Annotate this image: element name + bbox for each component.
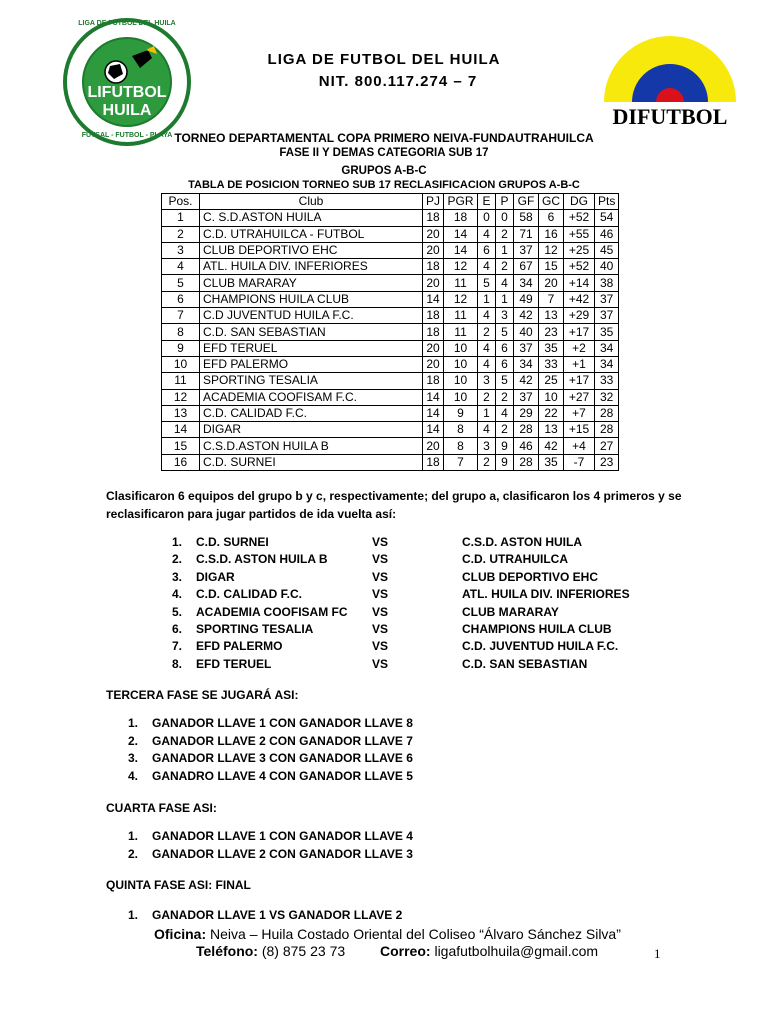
- table-cell: +52: [564, 210, 595, 226]
- table-cell: 2: [496, 226, 514, 242]
- table-cell: 9: [444, 405, 478, 421]
- table-cell: 5: [496, 373, 514, 389]
- phase-item-text: GANADOR LLAVE 2 CON GANADOR LLAVE 7: [152, 733, 413, 748]
- table-cell: 12: [444, 291, 478, 307]
- match-away-team: CLUB DEPORTIVO EHC: [462, 569, 599, 584]
- fifth-phase-title: QUINTA FASE ASI: FINAL: [106, 878, 251, 892]
- table-cell: SPORTING TESALIA: [200, 373, 423, 389]
- table-cell: 58: [514, 210, 539, 226]
- table-header-cell: PJ: [423, 194, 444, 210]
- phase-item-number: 2.: [128, 733, 139, 748]
- table-cell: 46: [595, 226, 619, 242]
- table-cell: 42: [539, 438, 564, 454]
- table-cell: 40: [514, 324, 539, 340]
- table-cell: 6: [496, 340, 514, 356]
- match-item: [172, 639, 632, 656]
- table-cell: 42: [514, 373, 539, 389]
- table-cell: 45: [595, 242, 619, 258]
- table-cell: 28: [595, 422, 619, 438]
- table-cell: CLUB DEPORTIVO EHC: [200, 242, 423, 258]
- table-cell: +4: [564, 438, 595, 454]
- table-cell: 9: [162, 340, 200, 356]
- table-cell: 18: [423, 454, 444, 470]
- match-home-team: C.D. CALIDAD F.C.: [196, 587, 302, 602]
- table-cell: 22: [539, 405, 564, 421]
- logo-line2: HUILA: [102, 102, 152, 119]
- table-row: [162, 242, 619, 258]
- tournament-line2: FASE II Y DEMAS CATEGORIA SUB 17: [279, 147, 489, 159]
- match-vs: VS: [372, 535, 389, 549]
- phase-item: [128, 734, 413, 748]
- table-cell: 18: [423, 210, 444, 226]
- table-cell: 10: [444, 356, 478, 372]
- table-cell: 4: [478, 226, 496, 242]
- league-title: LIGA DE FUTBOL DEL HUILA: [267, 51, 501, 68]
- match-item: [172, 605, 632, 622]
- difutbol-text: DIFUTBOL: [612, 104, 728, 129]
- match-away-team: C.D. SAN SEBASTIAN: [462, 656, 588, 671]
- phase-item-number: 3.: [128, 751, 139, 766]
- table-cell: 5: [478, 275, 496, 291]
- table-cell: 3: [478, 373, 496, 389]
- table-cell: 12: [539, 242, 564, 258]
- table-cell: 4: [478, 259, 496, 275]
- table-row: [162, 389, 619, 405]
- match-number: 7.: [172, 639, 183, 654]
- table-cell: 13: [539, 422, 564, 438]
- table-cell: CLUB MARARAY: [200, 275, 423, 291]
- table-cell: 3: [496, 308, 514, 324]
- phase-item: [128, 769, 413, 783]
- table-cell: 15: [539, 259, 564, 275]
- table-cell: 10: [444, 373, 478, 389]
- table-cell: 4: [478, 308, 496, 324]
- phase-item-text: GANADOR LLAVE 1 CON GANADOR LLAVE 4: [152, 829, 413, 843]
- match-item: [172, 570, 632, 587]
- match-away-team: C.D. UTRAHUILCA: [462, 552, 568, 567]
- table-cell: C.D JUVENTUD HUILA F.C.: [200, 308, 423, 324]
- table-cell: C.D. SURNEI: [200, 454, 423, 470]
- phone-label: Teléfono:: [196, 943, 258, 959]
- table-cell: 4: [478, 356, 496, 372]
- table-cell: +25: [564, 242, 595, 258]
- table-cell: 8: [444, 422, 478, 438]
- table-cell: 2: [496, 422, 514, 438]
- table-cell: 3: [162, 242, 200, 258]
- table-cell: +55: [564, 226, 595, 242]
- table-cell: C.D. SAN SEBASTIAN: [200, 324, 423, 340]
- table-cell: 35: [595, 324, 619, 340]
- tournament-line3: GRUPOS A-B-C: [341, 165, 427, 177]
- table-cell: 37: [514, 340, 539, 356]
- table-cell: 7: [444, 454, 478, 470]
- match-home-team: DIGAR: [196, 569, 235, 584]
- match-item: [172, 622, 632, 639]
- table-row: [162, 324, 619, 340]
- table-cell: +29: [564, 308, 595, 324]
- table-cell: +7: [564, 405, 595, 421]
- table-cell: 20: [423, 226, 444, 242]
- table-cell: 34: [595, 340, 619, 356]
- table-header-row: [162, 194, 619, 210]
- table-cell: 49: [514, 291, 539, 307]
- table-cell: 18: [423, 373, 444, 389]
- table-header-cell: GC: [539, 194, 564, 210]
- table-cell: 37: [595, 308, 619, 324]
- table-cell: EFD TERUEL: [200, 340, 423, 356]
- table-cell: 20: [423, 438, 444, 454]
- table-header-cell: E: [478, 194, 496, 210]
- table-cell: 3: [478, 438, 496, 454]
- match-away-team: C.D. JUVENTUD HUILA F.C.: [462, 639, 619, 654]
- phase-item: [128, 908, 402, 922]
- table-cell: 1: [496, 291, 514, 307]
- table-cell: 2: [478, 324, 496, 340]
- logo-ring-text-top: LIGA DE FUTBOL DEL HUILA: [78, 20, 176, 27]
- match-away-team: CLUB MARARAY: [462, 604, 559, 619]
- table-cell: 23: [539, 324, 564, 340]
- table-cell: 34: [595, 356, 619, 372]
- table-cell: 7: [539, 291, 564, 307]
- table-cell: EFD PALERMO: [200, 356, 423, 372]
- table-cell: 10: [539, 389, 564, 405]
- table-cell: 33: [539, 356, 564, 372]
- table-cell: 12: [162, 389, 200, 405]
- table-cell: +17: [564, 324, 595, 340]
- table-cell: C. S.D.ASTON HUILA: [200, 210, 423, 226]
- table-cell: 7: [162, 308, 200, 324]
- table-cell: 28: [514, 454, 539, 470]
- table-row: [162, 438, 619, 454]
- table-cell: 38: [595, 275, 619, 291]
- match-vs: VS: [372, 569, 389, 584]
- table-row: [162, 356, 619, 372]
- table-row: [162, 422, 619, 438]
- table-cell: 11: [444, 275, 478, 291]
- match-number: 2.: [172, 552, 183, 567]
- table-cell: 4: [478, 340, 496, 356]
- tournament-line1: TORNEO DEPARTAMENTAL COPA PRIMERO NEIVA-FUNDAUTRAHUILCA: [174, 131, 594, 145]
- table-cell: +27: [564, 389, 595, 405]
- table-cell: 23: [595, 454, 619, 470]
- table-cell: 6: [162, 291, 200, 307]
- table-cell: 71: [514, 226, 539, 242]
- table-cell: 6: [496, 356, 514, 372]
- table-cell: 20: [423, 356, 444, 372]
- table-cell: 20: [539, 275, 564, 291]
- table-header-cell: Pts: [595, 194, 619, 210]
- table-cell: 35: [539, 340, 564, 356]
- table-cell: 29: [514, 405, 539, 421]
- table-cell: 40: [595, 259, 619, 275]
- phase-item-text: GANADOR LLAVE 1 CON GANADOR LLAVE 8: [152, 716, 413, 730]
- phase-item: [128, 847, 413, 861]
- table-cell: 1: [162, 210, 200, 226]
- match-number: 1.: [172, 535, 183, 549]
- table-cell: 0: [496, 210, 514, 226]
- table-row: [162, 226, 619, 242]
- match-vs: VS: [372, 604, 389, 619]
- match-number: 5.: [172, 604, 183, 619]
- match-number: 4.: [172, 587, 183, 602]
- fourth-phase-title: CUARTA FASE ASI:: [106, 801, 217, 815]
- table-header-cell: PGR: [444, 194, 478, 210]
- table-row: [162, 275, 619, 291]
- match-item: [172, 587, 632, 604]
- match-vs: VS: [372, 656, 389, 671]
- match-number: 8.: [172, 656, 183, 671]
- table-cell: 14: [423, 291, 444, 307]
- match-away-team: C.S.D. ASTON HUILA: [462, 535, 583, 549]
- table-cell: +15: [564, 422, 595, 438]
- table-cell: 34: [514, 275, 539, 291]
- table-cell: 13: [539, 308, 564, 324]
- table-cell: 4: [496, 275, 514, 291]
- phase-item-text: GANADOR LLAVE 2 CON GANADOR LLAVE 3: [152, 847, 413, 861]
- table-cell: 15: [162, 438, 200, 454]
- table-cell: 18: [444, 210, 478, 226]
- table-cell: ACADEMIA COOFISAM F.C.: [200, 389, 423, 405]
- third-phase-title: TERCERA FASE SE JUGARÁ ASI:: [106, 688, 299, 702]
- table-cell: 9: [496, 454, 514, 470]
- table-cell: 35: [539, 454, 564, 470]
- match-vs: VS: [372, 587, 389, 602]
- table-cell: 27: [595, 438, 619, 454]
- table-cell: 5: [162, 275, 200, 291]
- table-cell: 2: [478, 389, 496, 405]
- table-cell: 14: [162, 422, 200, 438]
- table-cell: 8: [162, 324, 200, 340]
- table-cell: +1: [564, 356, 595, 372]
- match-vs: VS: [372, 552, 389, 567]
- table-cell: 10: [444, 340, 478, 356]
- office-value: Neiva – Huila Costado Oriental del Coliseo “Álvaro Sánchez Silva”: [210, 926, 621, 942]
- table-cell: 2: [478, 454, 496, 470]
- match-vs: VS: [372, 622, 389, 636]
- table-header-cell: DG: [564, 194, 595, 210]
- logo-ring-text-bottom: FUTSAL - FUTBOL - PLAYA: [81, 132, 173, 139]
- table-row: [162, 210, 619, 226]
- phase-item: [128, 829, 413, 843]
- table-cell: 11: [444, 324, 478, 340]
- table-cell: -7: [564, 454, 595, 470]
- table-cell: 18: [423, 259, 444, 275]
- table-header-cell: GF: [514, 194, 539, 210]
- table-cell: 11: [162, 373, 200, 389]
- match-home-team: ACADEMIA COOFISAM FC: [196, 604, 348, 619]
- table-row: [162, 291, 619, 307]
- table-cell: ATL. HUILA DIV. INFERIORES: [200, 259, 423, 275]
- table-cell: 14: [444, 226, 478, 242]
- table-cell: 5: [496, 324, 514, 340]
- table-cell: 4: [162, 259, 200, 275]
- email-value: ligafutbolhuila@gmail.com: [434, 943, 599, 959]
- office-label: Oficina:: [154, 926, 207, 942]
- table-cell: C.S.D.ASTON HUILA B: [200, 438, 423, 454]
- table-cell: 14: [444, 242, 478, 258]
- table-cell: 4: [496, 405, 514, 421]
- table-row: [162, 340, 619, 356]
- table-cell: +17: [564, 373, 595, 389]
- table-cell: 14: [423, 422, 444, 438]
- email-label: Correo:: [380, 943, 431, 959]
- table-row: [162, 454, 619, 470]
- table-cell: 11: [444, 308, 478, 324]
- phase-item: [128, 751, 413, 765]
- phase-item-text: GANADOR LLAVE 1 VS GANADOR LLAVE 2: [152, 908, 403, 922]
- table-row: [162, 405, 619, 421]
- table-cell: 28: [514, 422, 539, 438]
- table-cell: +52: [564, 259, 595, 275]
- table-cell: 33: [595, 373, 619, 389]
- phase-item: [128, 716, 413, 730]
- table-cell: 25: [539, 373, 564, 389]
- phase-item-number: 2.: [128, 847, 139, 861]
- office-line: [154, 926, 621, 942]
- table-cell: +14: [564, 275, 595, 291]
- table-cell: +2: [564, 340, 595, 356]
- match-number: 3.: [172, 569, 183, 584]
- table-cell: DIGAR: [200, 422, 423, 438]
- table-cell: 6: [539, 210, 564, 226]
- email-line: [380, 943, 598, 959]
- phase-item-number: 1.: [128, 716, 139, 730]
- table-cell: 54: [595, 210, 619, 226]
- match-home-team: EFD PALERMO: [196, 639, 283, 654]
- match-away-team: ATL. HUILA DIV. INFERIORES: [462, 587, 630, 602]
- table-cell: 1: [478, 291, 496, 307]
- table-cell: 46: [514, 438, 539, 454]
- table-row: [162, 373, 619, 389]
- phase-item-text: GANADRO LLAVE 4 CON GANADOR LLAVE 5: [152, 768, 413, 783]
- page-number: 1: [654, 946, 661, 961]
- table-header-cell: P: [496, 194, 514, 210]
- match-vs: VS: [372, 639, 389, 654]
- table-header-cell: Club: [200, 194, 423, 210]
- table-cell: 2: [162, 226, 200, 242]
- table-cell: C.D. CALIDAD F.C.: [200, 405, 423, 421]
- table-cell: 14: [423, 405, 444, 421]
- notes-line1: Clasificaron 6 equipos del grupo b y c, respectivamente; del grupo a, clasificaron los 4 primeros y se: [106, 489, 682, 503]
- table-cell: 10: [444, 389, 478, 405]
- match-away-team: CHAMPIONS HUILA CLUB: [462, 622, 612, 636]
- table-cell: 20: [423, 340, 444, 356]
- table-cell: 67: [514, 259, 539, 275]
- table-cell: 9: [496, 438, 514, 454]
- logo-line1: LIFUTBOL: [87, 84, 167, 101]
- match-home-team: EFD TERUEL: [196, 656, 272, 671]
- nit-number: NIT. 800.117.274 – 7: [318, 73, 478, 90]
- table-title: TABLA DE POSICION TORNEO SUB 17 RECLASIFICACION GRUPOS A-B-C: [188, 179, 580, 191]
- table-cell: 14: [423, 389, 444, 405]
- table-cell: 1: [496, 242, 514, 258]
- match-home-team: SPORTING TESALIA: [196, 622, 314, 636]
- table-cell: 6: [478, 242, 496, 258]
- match-item: [172, 657, 632, 674]
- table-row: [162, 259, 619, 275]
- table-cell: 37: [514, 389, 539, 405]
- table-cell: 13: [162, 405, 200, 421]
- table-row: [162, 308, 619, 324]
- match-item: [172, 535, 632, 552]
- match-item: [172, 552, 632, 569]
- phase-item-number: 1.: [128, 908, 139, 922]
- match-home-team: C.S.D. ASTON HUILA B: [196, 552, 328, 567]
- table-cell: +42: [564, 291, 595, 307]
- table-cell: 18: [423, 324, 444, 340]
- phase-item-text: GANADOR LLAVE 3 CON GANADOR LLAVE 6: [152, 751, 413, 766]
- table-header-cell: Pos.: [162, 194, 200, 210]
- table-cell: 4: [478, 422, 496, 438]
- table-cell: 37: [595, 291, 619, 307]
- table-cell: 10: [162, 356, 200, 372]
- table-cell: 34: [514, 356, 539, 372]
- standings-table: [161, 193, 619, 471]
- table-cell: 2: [496, 259, 514, 275]
- table-cell: 2: [496, 389, 514, 405]
- table-cell: CHAMPIONS HUILA CLUB: [200, 291, 423, 307]
- notes-line2: reclasificaron para jugar partidos de ida vuelta así:: [106, 507, 397, 521]
- table-cell: 16: [539, 226, 564, 242]
- table-cell: 8: [444, 438, 478, 454]
- table-cell: 0: [478, 210, 496, 226]
- table-cell: 20: [423, 275, 444, 291]
- table-cell: 20: [423, 242, 444, 258]
- table-cell: 28: [595, 405, 619, 421]
- match-number: 6.: [172, 622, 183, 636]
- phase-item-number: 1.: [128, 829, 139, 843]
- table-cell: 18: [423, 308, 444, 324]
- table-cell: 37: [514, 242, 539, 258]
- match-home-team: C.D. SURNEI: [196, 535, 269, 549]
- phone-value: (8) 875 23 73: [261, 943, 346, 959]
- table-cell: 1: [478, 405, 496, 421]
- table-cell: 12: [444, 259, 478, 275]
- phase-item-number: 4.: [128, 768, 139, 783]
- table-cell: 42: [514, 308, 539, 324]
- table-cell: 16: [162, 454, 200, 470]
- table-cell: C.D. UTRAHUILCA - FUTBOL: [200, 226, 423, 242]
- table-cell: 32: [595, 389, 619, 405]
- phone-line: [196, 943, 345, 959]
